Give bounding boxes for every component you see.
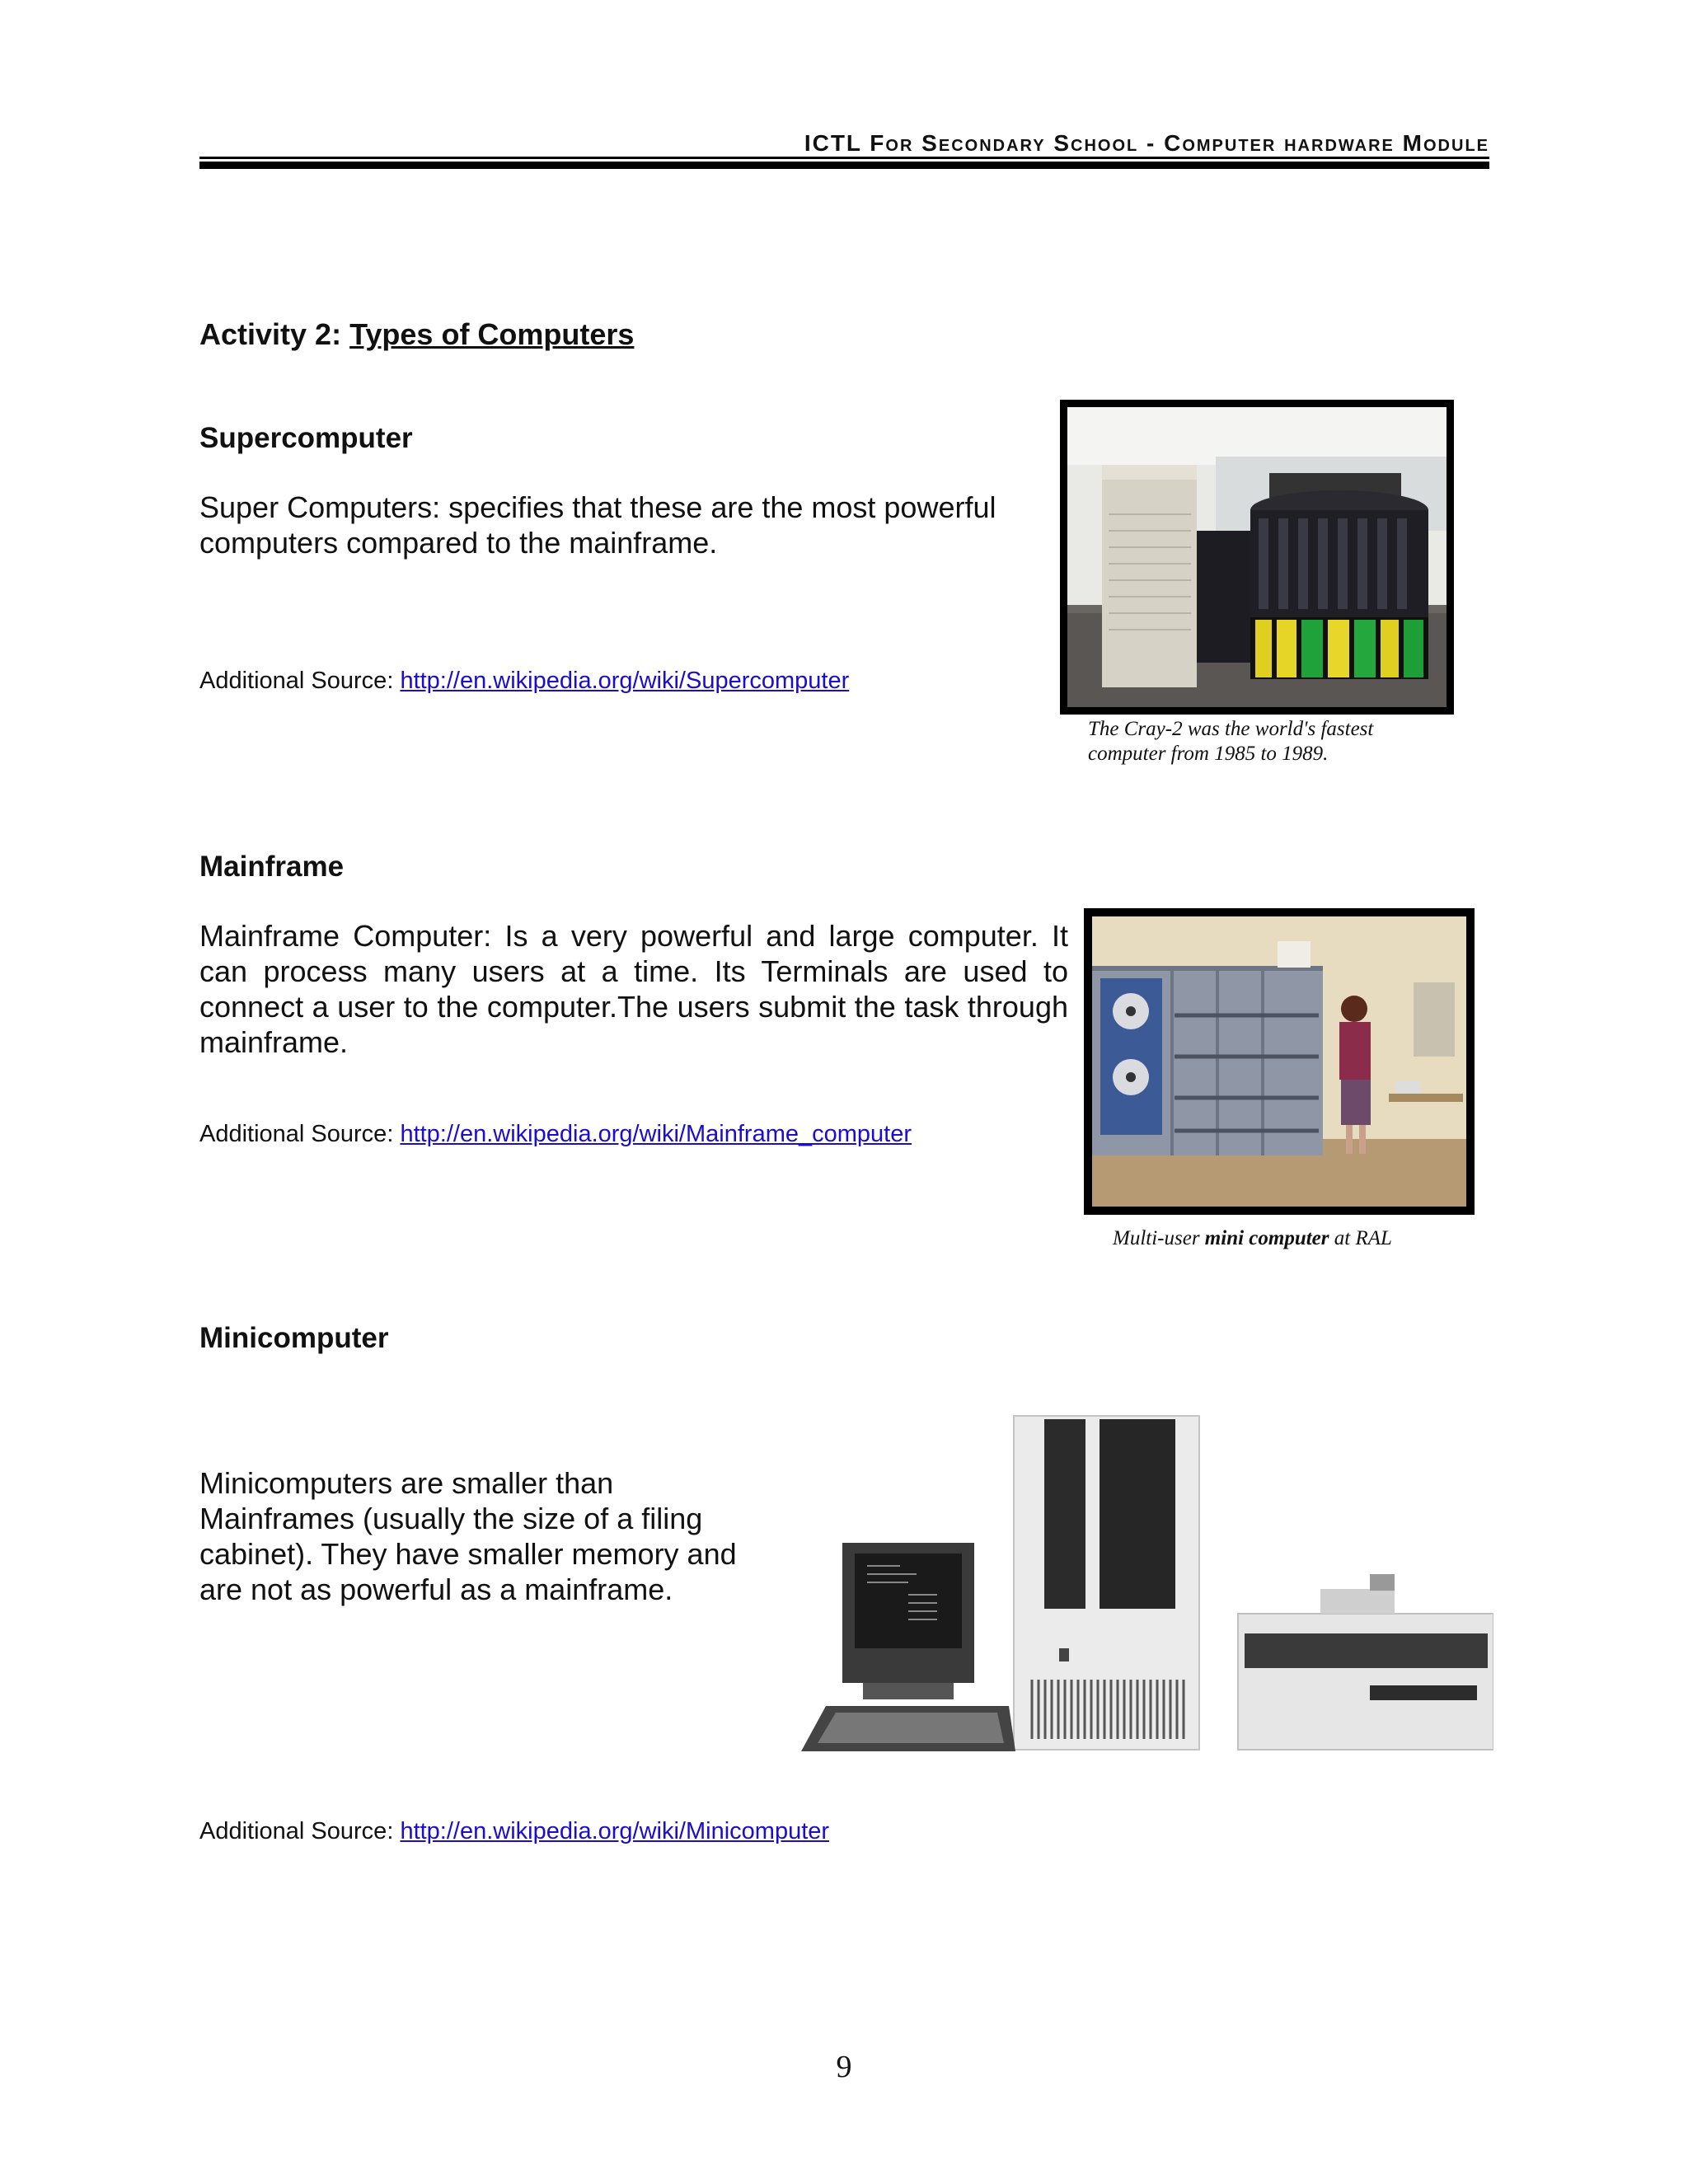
source-label: Additional Source: [199, 668, 394, 694]
minicomputer-photo [793, 1401, 1493, 1760]
mainframe-heading: Mainframe [199, 851, 345, 883]
minicomputer-heading: Minicomputer [199, 1322, 389, 1354]
minicomputer-body: Minicomputers are smaller than Mainframes (usually the size of a filing cabinet). They have smaller memory and are not as powerful as a mainframe. [199, 1466, 737, 1606]
page-number: 9 [836, 2050, 852, 2084]
header-rule-thin [199, 157, 1489, 159]
mainframe-caption-post: at RAL [1329, 1227, 1392, 1249]
supercomputer-body: Super Computers: specifies that these are the most powerful computers compared to the mainframe. [199, 490, 996, 560]
mainframe-source-link[interactable]: http://en.wikipedia.org/wiki/Mainframe_computer [400, 1121, 912, 1147]
supercomputer-heading: Supercomputer [199, 422, 413, 454]
running-header: ICTL For Secondary School - Computer hardware Module [804, 130, 1489, 156]
mainframe-photo-frame [1084, 908, 1475, 1215]
mainframe-caption-bold: mini computer [1204, 1227, 1329, 1249]
minicomputer-source [199, 1818, 829, 1845]
header-rule-thick [199, 162, 1489, 169]
cray2-photo-frame [1060, 400, 1454, 715]
activity-title [199, 317, 634, 352]
mainframe-caption-pre: Multi-user [1113, 1227, 1205, 1249]
mainframe-body: Mainframe Computer: Is a very powerful and large computer. It can process many users at a time. Its Terminals are used to connect a user to the computer.The users submit the task through mainframe. [199, 919, 1068, 1059]
supercomputer-source-link[interactable]: http://en.wikipedia.org/wiki/Supercomputer [400, 668, 850, 694]
mainframe-photo [1092, 916, 1466, 1207]
activity-topic: Types of Computers [349, 317, 635, 351]
cray2-caption-line1: The Cray-2 was the world's fastest [1088, 718, 1374, 740]
source-label: Additional Source: [199, 1121, 394, 1147]
mainframe-source [199, 1121, 912, 1148]
minicomputer-source-link[interactable]: http://en.wikipedia.org/wiki/Minicomputer [400, 1818, 830, 1844]
cray2-caption [1088, 717, 1373, 766]
supercomputer-source [199, 668, 849, 695]
mainframe-caption [1113, 1226, 1392, 1251]
cray2-caption-line2: computer from 1985 to 1989. [1088, 743, 1329, 765]
activity-prefix: Activity 2: [199, 317, 342, 351]
source-label: Additional Source: [199, 1818, 394, 1844]
cray2-photo [1067, 407, 1447, 707]
